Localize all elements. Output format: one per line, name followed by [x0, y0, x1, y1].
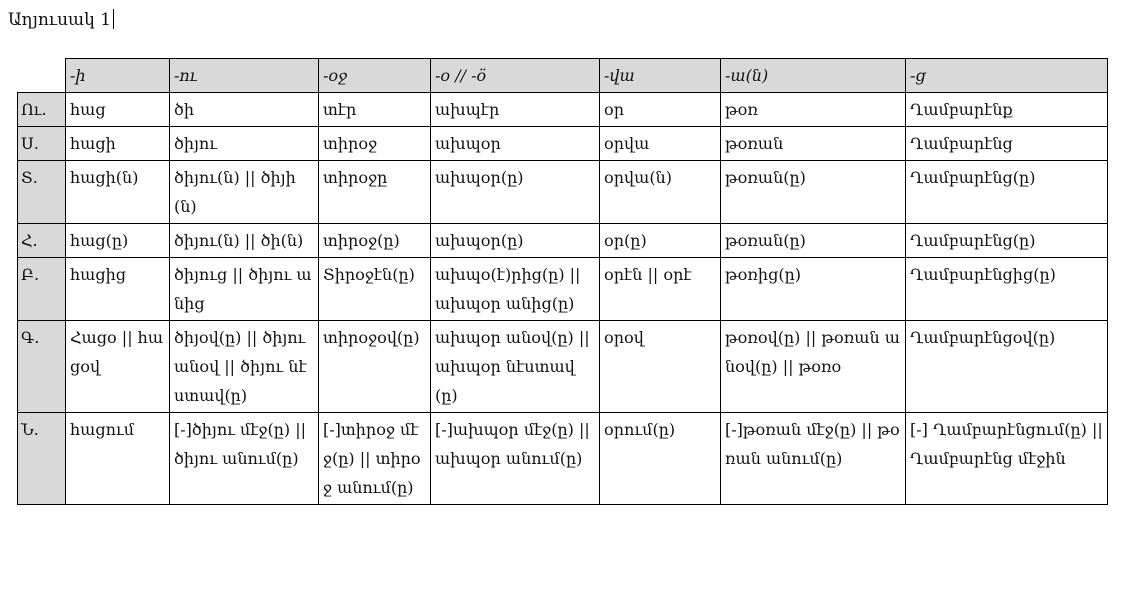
declension-table	[17, 58, 1108, 505]
table-cell: օրվա	[600, 127, 721, 161]
table-cell: ծի	[170, 93, 319, 127]
table-cell: հացի(ն)	[66, 161, 170, 224]
table-row	[18, 321, 1108, 413]
case-label: Գ.	[18, 321, 66, 413]
table-cell: ախպօ(է)րից(ը) || ախպօր անից(ը)	[431, 258, 600, 321]
case-label: Բ.	[18, 258, 66, 321]
table-cell: տէր	[319, 93, 431, 127]
table-cell: ախպօր անօվ(ը) || ախպօր նէստավ(ը)	[431, 321, 600, 413]
table-cell: օրէն || օրէ	[600, 258, 721, 321]
table-row	[18, 161, 1108, 224]
table-cell: Ղամբարէնցօվ(ը)	[906, 321, 1108, 413]
text-cursor	[113, 9, 114, 29]
table-cell: [-]տիրօջ մէջ(ը) || տիրօջ անում(ը)	[319, 413, 431, 505]
table-cell: թօռան	[721, 127, 906, 161]
table-cell: ախպօր(ը)	[431, 161, 600, 224]
table-cell: թօռան(ը)	[721, 224, 906, 258]
table-row	[18, 258, 1108, 321]
table-cell: հաց(ը)	[66, 224, 170, 258]
table-cell: թօռան(ը)	[721, 161, 906, 224]
table-cell: ծիյու(ն) || ծի(ն)	[170, 224, 319, 258]
table-cell: [-]ծիյու մէջ(ը) || ծիյու անում(ը)	[170, 413, 319, 505]
table-cell: տիրօջը	[319, 161, 431, 224]
caption-text: Աղյուսակ 1	[8, 10, 112, 30]
table-cell: թօռօվ(ը) || թօռան անօվ(ը) || թօռօ	[721, 321, 906, 413]
column-header: -ա(ն)	[721, 59, 906, 93]
table-cell: հաց	[66, 93, 170, 127]
table-row	[18, 93, 1108, 127]
table-cell: Ղամբարէնց(ը)	[906, 224, 1108, 258]
table-cell: Ղամբարէնցից(ը)	[906, 258, 1108, 321]
table-cell: [-]թօռան մէջ(ը) || թօռան անում(ը)	[721, 413, 906, 505]
table-cell: տիրօջօվ(ը)	[319, 321, 431, 413]
case-label: Հ.	[18, 224, 66, 258]
table-cell: [-] Ղամբարէնցում(ը) || Ղամբարէնց մէջին	[906, 413, 1108, 505]
header-row	[18, 59, 1108, 93]
table-cell: Հացօ || հացօվ	[66, 321, 170, 413]
table-cell: օրվա(ն)	[600, 161, 721, 224]
table-cell: ծիյու	[170, 127, 319, 161]
table-cell: Ղամբարէնց(ը)	[906, 161, 1108, 224]
table-cell: թօռ	[721, 93, 906, 127]
table-caption	[8, 8, 114, 32]
table-cell: հացի	[66, 127, 170, 161]
case-label: Ն.	[18, 413, 66, 505]
table-cell: Տիրօջէն(ը)	[319, 258, 431, 321]
table-cell: ծիյօվ(ը) || ծիյու անօվ || ծիյու նէստավ(ը)	[170, 321, 319, 413]
column-header: -ց	[906, 59, 1108, 93]
table-row	[18, 127, 1108, 161]
column-header: -օ // -ö	[431, 59, 600, 93]
table-cell: ախպէր	[431, 93, 600, 127]
table-row	[18, 413, 1108, 505]
table-cell: ախպօր(ը)	[431, 224, 600, 258]
table-cell: տիրօջ	[319, 127, 431, 161]
case-label: Ու.	[18, 93, 66, 127]
column-header: -ու	[170, 59, 319, 93]
case-label: Տ.	[18, 161, 66, 224]
table-cell: օր(ը)	[600, 224, 721, 258]
table-cell: հացում	[66, 413, 170, 505]
table-cell: օր	[600, 93, 721, 127]
corner-cell	[18, 59, 66, 93]
table-cell: [-]ախպօր մէջ(ը) || ախպօր անում(ը)	[431, 413, 600, 505]
column-header: -ի	[66, 59, 170, 93]
table-cell: օրօվ	[600, 321, 721, 413]
table-cell: թօռից(ը)	[721, 258, 906, 321]
table-cell: ախպօր	[431, 127, 600, 161]
column-header: -վա	[600, 59, 721, 93]
table-cell: օրում(ը)	[600, 413, 721, 505]
table-cell: Ղամբարէնց	[906, 127, 1108, 161]
table-cell: տիրօջ(ը)	[319, 224, 431, 258]
case-label: Ս.	[18, 127, 66, 161]
table-cell: Ղամբարէնք	[906, 93, 1108, 127]
table-cell: հացից	[66, 258, 170, 321]
table-cell: ծիյու(ն) || ծիյի(ն)	[170, 161, 319, 224]
table-cell: ծիյուց || ծիյու անից	[170, 258, 319, 321]
column-header: -օջ	[319, 59, 431, 93]
table-row	[18, 224, 1108, 258]
